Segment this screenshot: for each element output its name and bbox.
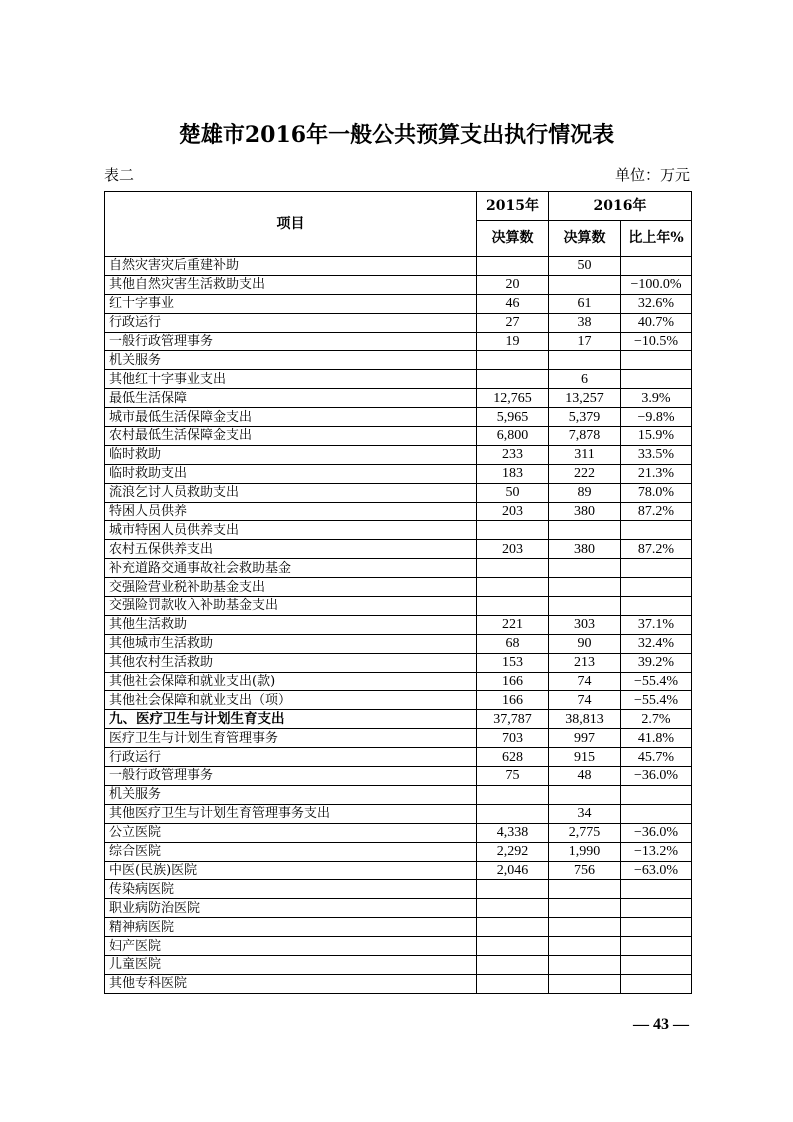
row-value-2016: 74 [549, 691, 621, 710]
row-ratio [621, 597, 692, 616]
row-value-2015: 12,765 [477, 389, 549, 408]
row-ratio: 2.7% [621, 710, 692, 729]
header-final-2015: 决算数 [477, 221, 549, 257]
table-row [105, 370, 692, 389]
row-name: 其他医疗卫生与计划生育管理事务支出 [105, 804, 477, 823]
header-project: 项目 [105, 192, 477, 257]
row-ratio: −9.8% [621, 408, 692, 427]
table-row [105, 653, 692, 672]
row-value-2015: 27 [477, 313, 549, 332]
row-name: 城市最低生活保障金支出 [105, 408, 477, 427]
table-row [105, 710, 692, 729]
table-row [105, 275, 692, 294]
row-value-2016: 34 [549, 804, 621, 823]
table-row [105, 823, 692, 842]
row-name: 一般行政管理事务 [105, 332, 477, 351]
row-ratio [621, 257, 692, 276]
row-value-2015: 46 [477, 294, 549, 313]
table-row [105, 691, 692, 710]
row-name: 其他城市生活救助 [105, 634, 477, 653]
header-final-2016: 决算数 [549, 221, 621, 257]
table-row [105, 540, 692, 559]
table-row [105, 918, 692, 937]
row-value-2015: 703 [477, 729, 549, 748]
row-ratio [621, 880, 692, 899]
row-name: 其他社会保障和就业支出（项） [105, 691, 477, 710]
row-ratio: 37.1% [621, 615, 692, 634]
row-value-2016 [549, 521, 621, 540]
row-name: 综合医院 [105, 842, 477, 861]
row-ratio [621, 370, 692, 389]
row-value-2015: 2,292 [477, 842, 549, 861]
table-row [105, 842, 692, 861]
row-name: 其他农村生活救助 [105, 653, 477, 672]
row-value-2016 [549, 955, 621, 974]
row-ratio: −36.0% [621, 823, 692, 842]
table-row [105, 597, 692, 616]
row-ratio [621, 521, 692, 540]
table-row [105, 408, 692, 427]
table-label: 表二 [104, 166, 135, 184]
table-row [105, 559, 692, 578]
row-value-2015: 20 [477, 275, 549, 294]
row-name: 医疗卫生与计划生育管理事务 [105, 729, 477, 748]
row-ratio [621, 804, 692, 823]
row-value-2016 [549, 351, 621, 370]
row-name: 自然灾害灾后重建补助 [105, 257, 477, 276]
table-row [105, 785, 692, 804]
row-value-2015: 19 [477, 332, 549, 351]
row-value-2015: 50 [477, 483, 549, 502]
row-value-2015: 68 [477, 634, 549, 653]
row-value-2016: 7,878 [549, 427, 621, 446]
table-row [105, 729, 692, 748]
row-value-2015 [477, 899, 549, 918]
row-value-2016: 89 [549, 483, 621, 502]
row-name: 农村五保供养支出 [105, 540, 477, 559]
row-value-2016: 756 [549, 861, 621, 880]
row-value-2016: 303 [549, 615, 621, 634]
row-value-2016 [549, 578, 621, 597]
page-title: 楚雄市2016年一般公共预算支出执行情况表 [178, 122, 615, 148]
row-ratio: −10.5% [621, 332, 692, 351]
row-value-2016 [549, 559, 621, 578]
row-value-2015: 166 [477, 672, 549, 691]
table-row [105, 427, 692, 446]
row-value-2016 [549, 880, 621, 899]
row-value-2016 [549, 974, 621, 993]
row-value-2016: 74 [549, 672, 621, 691]
row-ratio: 41.8% [621, 729, 692, 748]
row-name: 行政运行 [105, 748, 477, 767]
row-name: 行政运行 [105, 313, 477, 332]
row-ratio: 32.6% [621, 294, 692, 313]
row-value-2016: 48 [549, 767, 621, 786]
row-value-2015 [477, 880, 549, 899]
table-row [105, 351, 692, 370]
row-name: 最低生活保障 [105, 389, 477, 408]
row-value-2016: 380 [549, 502, 621, 521]
row-ratio [621, 785, 692, 804]
row-value-2015 [477, 521, 549, 540]
header-2015: 2015年 [477, 192, 549, 221]
row-ratio [621, 351, 692, 370]
row-value-2016 [549, 918, 621, 937]
row-ratio: 15.9% [621, 427, 692, 446]
row-value-2016: 915 [549, 748, 621, 767]
row-value-2015 [477, 257, 549, 276]
row-value-2015: 628 [477, 748, 549, 767]
row-ratio: 3.9% [621, 389, 692, 408]
row-value-2015: 203 [477, 540, 549, 559]
row-value-2015: 153 [477, 653, 549, 672]
row-ratio: 87.2% [621, 540, 692, 559]
row-value-2016 [549, 275, 621, 294]
row-value-2015 [477, 955, 549, 974]
row-ratio: 45.7% [621, 748, 692, 767]
row-ratio: −36.0% [621, 767, 692, 786]
row-value-2016: 2,775 [549, 823, 621, 842]
row-value-2015: 5,965 [477, 408, 549, 427]
row-ratio [621, 937, 692, 956]
row-ratio [621, 559, 692, 578]
row-value-2015 [477, 804, 549, 823]
table-row [105, 445, 692, 464]
row-name: 补充道路交通事故社会救助基金 [105, 559, 477, 578]
row-ratio: 78.0% [621, 483, 692, 502]
row-value-2015: 203 [477, 502, 549, 521]
row-name: 一般行政管理事务 [105, 767, 477, 786]
row-name: 农村最低生活保障金支出 [105, 427, 477, 446]
table-row [105, 899, 692, 918]
row-value-2015 [477, 918, 549, 937]
row-name: 流浪乞讨人员救助支出 [105, 483, 477, 502]
table-row [105, 483, 692, 502]
row-value-2015 [477, 597, 549, 616]
unit-label: 单位：万元 [614, 166, 690, 184]
row-name: 交强险罚款收入补助基金支出 [105, 597, 477, 616]
table-row [105, 937, 692, 956]
row-value-2015: 2,046 [477, 861, 549, 880]
table-row [105, 464, 692, 483]
row-value-2015: 166 [477, 691, 549, 710]
row-name: 九、医疗卫生与计划生育支出 [105, 710, 477, 729]
row-ratio [621, 955, 692, 974]
header-ratio: 比上年% [621, 221, 692, 257]
row-value-2015: 233 [477, 445, 549, 464]
table-row [105, 861, 692, 880]
table-row [105, 313, 692, 332]
table-row [105, 955, 692, 974]
table-row [105, 294, 692, 313]
row-value-2016: 380 [549, 540, 621, 559]
row-value-2016 [549, 937, 621, 956]
row-ratio [621, 974, 692, 993]
header-2016: 2016年 [549, 192, 692, 221]
row-value-2016: 6 [549, 370, 621, 389]
table-row [105, 880, 692, 899]
page-number: — 43 — [633, 1016, 689, 1033]
row-value-2015 [477, 578, 549, 597]
row-value-2015 [477, 785, 549, 804]
table-row [105, 578, 692, 597]
table-row [105, 767, 692, 786]
row-value-2015: 75 [477, 767, 549, 786]
row-name: 红十字事业 [105, 294, 477, 313]
row-value-2015 [477, 351, 549, 370]
row-value-2016: 311 [549, 445, 621, 464]
row-value-2016: 90 [549, 634, 621, 653]
row-ratio: 39.2% [621, 653, 692, 672]
row-value-2015: 6,800 [477, 427, 549, 446]
row-value-2015 [477, 559, 549, 578]
row-value-2015 [477, 974, 549, 993]
row-ratio: 87.2% [621, 502, 692, 521]
row-name: 临时救助支出 [105, 464, 477, 483]
row-value-2015: 183 [477, 464, 549, 483]
row-name: 其他生活救助 [105, 615, 477, 634]
row-value-2015 [477, 370, 549, 389]
row-name: 临时救助 [105, 445, 477, 464]
row-value-2016: 50 [549, 257, 621, 276]
row-name: 其他自然灾害生活救助支出 [105, 275, 477, 294]
row-name: 机关服务 [105, 351, 477, 370]
table-header [105, 192, 692, 257]
row-value-2016: 213 [549, 653, 621, 672]
table-row [105, 332, 692, 351]
table-row [105, 672, 692, 691]
row-value-2016: 61 [549, 294, 621, 313]
row-name: 公立医院 [105, 823, 477, 842]
row-value-2016 [549, 899, 621, 918]
table-row [105, 615, 692, 634]
row-value-2015: 4,338 [477, 823, 549, 842]
row-ratio: −13.2% [621, 842, 692, 861]
row-name: 机关服务 [105, 785, 477, 804]
row-value-2016: 997 [549, 729, 621, 748]
row-value-2015: 37,787 [477, 710, 549, 729]
row-ratio: 40.7% [621, 313, 692, 332]
row-ratio: −100.0% [621, 275, 692, 294]
table-row [105, 634, 692, 653]
table-row [105, 974, 692, 993]
row-ratio: −55.4% [621, 691, 692, 710]
row-ratio [621, 918, 692, 937]
row-ratio: 21.3% [621, 464, 692, 483]
row-value-2016: 38,813 [549, 710, 621, 729]
row-ratio: −63.0% [621, 861, 692, 880]
row-ratio: −55.4% [621, 672, 692, 691]
row-ratio: 33.5% [621, 445, 692, 464]
row-name: 妇产医院 [105, 937, 477, 956]
row-value-2016: 38 [549, 313, 621, 332]
table-row [105, 748, 692, 767]
row-name: 中医(民族)医院 [105, 861, 477, 880]
budget-table [104, 191, 692, 994]
row-value-2016: 17 [549, 332, 621, 351]
table-row [105, 257, 692, 276]
row-value-2016 [549, 785, 621, 804]
row-ratio [621, 899, 692, 918]
row-name: 职业病防治医院 [105, 899, 477, 918]
table-row [105, 389, 692, 408]
row-name: 其他社会保障和就业支出(款) [105, 672, 477, 691]
table-body [105, 257, 692, 994]
row-value-2015: 221 [477, 615, 549, 634]
row-ratio [621, 578, 692, 597]
row-name: 交强险营业税补助基金支出 [105, 578, 477, 597]
table-row [105, 804, 692, 823]
row-name: 其他红十字事业支出 [105, 370, 477, 389]
row-value-2016: 5,379 [549, 408, 621, 427]
row-value-2016: 13,257 [549, 389, 621, 408]
row-value-2016: 1,990 [549, 842, 621, 861]
row-name: 儿童医院 [105, 955, 477, 974]
row-name: 传染病医院 [105, 880, 477, 899]
row-name: 特困人员供养 [105, 502, 477, 521]
row-name: 精神病医院 [105, 918, 477, 937]
row-name: 城市特困人员供养支出 [105, 521, 477, 540]
row-ratio: 32.4% [621, 634, 692, 653]
row-name: 其他专科医院 [105, 974, 477, 993]
row-value-2015 [477, 937, 549, 956]
row-value-2016: 222 [549, 464, 621, 483]
table-row [105, 521, 692, 540]
row-value-2016 [549, 597, 621, 616]
table-row [105, 502, 692, 521]
